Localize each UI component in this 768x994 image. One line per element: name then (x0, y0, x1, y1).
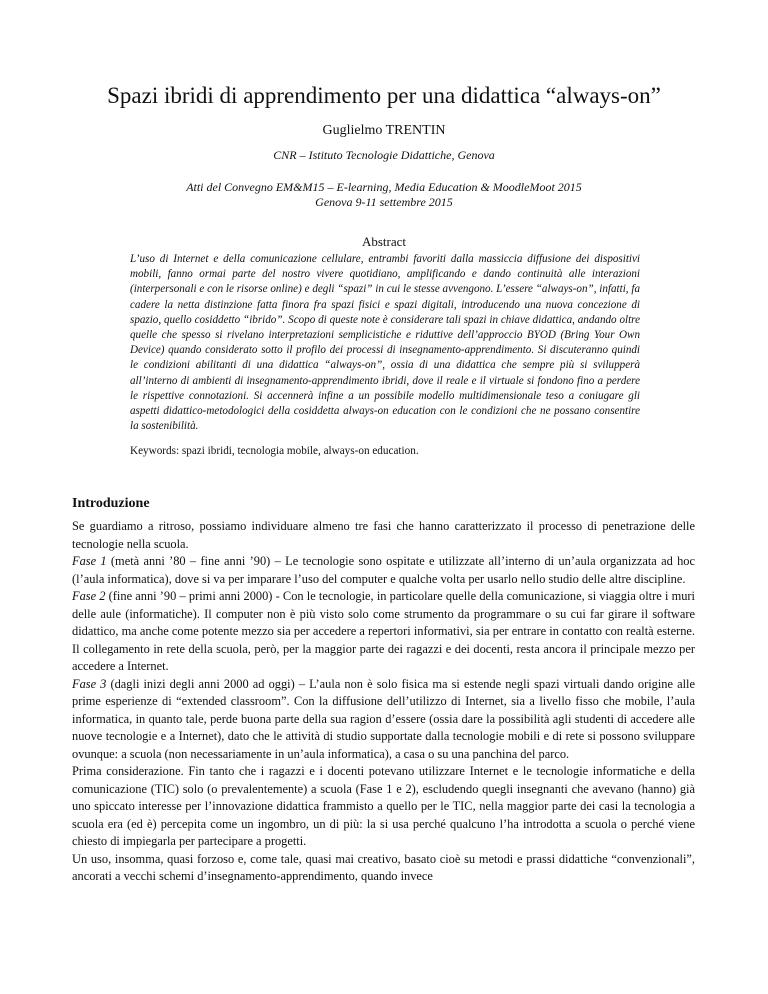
conference-line-1: Atti del Convegno EM&M15 – E-learning, Media Education & MoodleMoot 2015 (186, 180, 582, 194)
paragraph-prima-considerazione: Prima considerazione. Fin tanto che i ragazzi e i docenti potevano utilizzare Internet e le tecnologie informatiche e della comunicazione (TIC) solo (o prevalentemente) a scuola (Fase 1 e 2), escludendo quegli insegnanti che avevano (hanno) già uno spiccato interesse per l’innovazione didattica frammisto a quello per le TIC, nella maggior parte dei casi la tecnologia a scuola era (ed è) percepita come un ingombro, un di più: la si usa perché qualcuno l’ha introdotta a scuola o perché viene chiesto di impiegarla per partecipare a progetti. (72, 764, 695, 848)
fase-3-label: Fase 3 (72, 676, 107, 691)
paragraph-fase-1 (72, 553, 695, 588)
abstract-text: L’uso di Internet e della comunicazione cellulare, entrambi favoriti dalla massiccia diffusione dei dispositivi mobili, fanno ormai parte del nostro vivere quotidiano, amplificando e dando continuità alle interazioni (interpersonali e con le risorse online) e degli “spazi” in cui le stesse avvengono. L’essere “always-on”, infatti, fa cadere la netta distinzione fatta finora fra spazi fisici e spazi digitali, introducendo una nuova concezione di spazio, quello cosiddetto “ibrido”. Scopo di queste note è considerare tali spazi in chiave didattica, andando oltre quelle che spesso si rivelano interpretazioni semplicistiche e riduttive dell’approccio BYOD (Bring Your Own Device) quando considerato sotto il profilo dei processi di insegnamento-apprendimento. Si discuteranno quindi le condizioni abilitanti di una didattica “always-on”, ossia di una didattica che sempre più si svilupperà all’interno di ambienti di insegnamento-apprendimento ibridi, dove il reale e il virtuale si fondono fino a perdere le rispettive connotazioni. Si accennerà infine a un possibile modello multidimensionale teso a coniugare gli aspetti didattico-metodologici della cosiddetta always-on education con le condizioni che ne possano consentire la sostenibilità. (130, 253, 640, 433)
fase-2-label: Fase 2 (72, 589, 106, 603)
body-text (72, 518, 695, 886)
conference-line-2: Genova 9-11 settembre 2015 (315, 195, 453, 209)
keywords: Keywords: spazi ibridi, tecnologia mobile, always-on education. (130, 445, 419, 457)
fase-2-text: (fine anni ’90 – primi anni 2000) - Con le tecnologie, in particolare quelle della comunicazione, si viaggia oltre i muri delle aule (informatiche). Il computer non è più visto solo come strumento da programmare o su cui far girare il software didattico, ma anche come potente mezzo sia per accedere a repertori informativi, sia per entrare in contatto con realtà esterne. Il collegamento in rete della scuola, però, per la maggior parte dei ragazzi e dei docenti, resta ancora il principale mezzo per accedere a Internet. (72, 589, 695, 673)
fase-1-text: (metà anni ’80 – fine anni ’90) – Le tecnologie sono ospitate e utilizzate all’interno di un’aula organizzata ad hoc (l’aula informatica), dove si va per imparare l’uso del computer e qualche volta per usarlo nello studio delle altre discipline. (72, 554, 695, 586)
section-heading-introduzione: Introduzione (72, 496, 150, 511)
paragraph-fase-2 (72, 588, 695, 676)
paragraph-intro: Se guardiamo a ritroso, possiamo individuare almeno tre fasi che hanno caratterizzato il processo di penetrazione delle tecnologie nella scuola. (72, 519, 695, 551)
paper-title: Spazi ibridi di apprendimento per una didattica “always-on” (107, 83, 661, 108)
author-affiliation: CNR – Istituto Tecnologie Didattiche, Genova (273, 148, 495, 162)
paragraph-fase-3 (72, 676, 695, 764)
fase-3-text: (dagli inizi degli anni 2000 ad oggi) – L’aula non è solo fisica ma si estende negli spazi virtuali dando origine alle prime esperienze di “extended classroom”. Con la diffusione dell’utilizzo di Internet, sia a livello fisso che mobile, l’aula informatica, in quanto tale, perde buona parte della sua ragion d’essere (ossia dare la possibilità agli studenti di accedere alle nuove tecnologie e a Internet), dato che le attività di studio supportate dalla tecnologie mobili e di rete si possono sviluppare ovunque: a scuola (non necessariamente in un’aula informatica), a casa o su una panchina del parco. (72, 676, 695, 761)
conference-info (0, 180, 768, 210)
author-name: Guglielmo TRENTIN (322, 123, 446, 138)
fase-1-label: Fase 1 (72, 554, 107, 568)
paragraph-uso: Un uso, insomma, quasi forzoso e, come tale, quasi mai creativo, basato cioè su metodi e prassi didattiche “convenzionali”, ancorati a vecchi schemi d’insegnamento-apprendimento, quando invece (72, 851, 695, 883)
abstract-heading: Abstract (361, 234, 407, 249)
